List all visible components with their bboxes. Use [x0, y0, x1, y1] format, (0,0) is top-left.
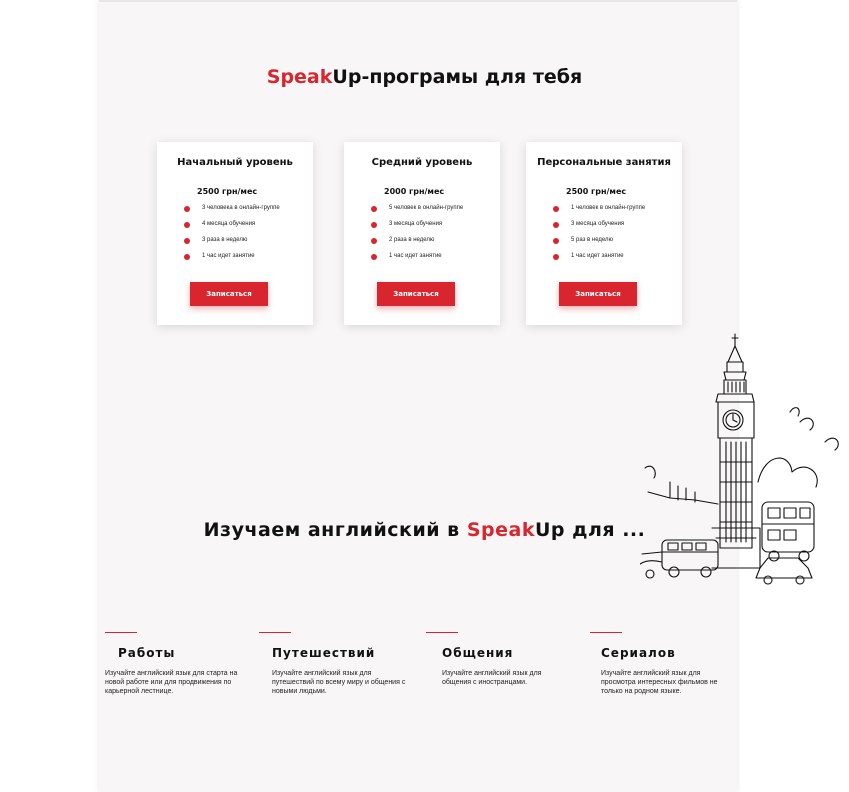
learn-section-title [0, 519, 849, 541]
signup-button-beginner[interactable]: Записаться [190, 282, 268, 306]
signup-button-personal[interactable]: Записаться [559, 282, 637, 306]
feature-item: 1 час идет занятие [371, 252, 463, 268]
pricing-card-beginner [157, 142, 313, 325]
pricing-card-intermediate [344, 142, 500, 325]
bullet-dot-icon [371, 238, 377, 244]
programs-section-title [0, 66, 849, 88]
bullet-dot-icon [184, 238, 190, 244]
card-title: Персональные занятия [537, 157, 671, 168]
feature-title: Работы [118, 646, 176, 660]
feature-text: Изучайте английский язык для старта на новой работе или для продвижения по карьерной лестнице. [105, 670, 238, 695]
feature-item: 1 человек в онлайн-группе [553, 204, 645, 220]
card-price: 2500 грн/мес [566, 187, 627, 196]
programs-title-suffix: -програмы для тебя [361, 66, 583, 88]
bullet-dot-icon [553, 222, 559, 228]
feature-title: Путешествий [272, 646, 376, 660]
big-ben-illustration [640, 332, 845, 587]
learn-title-suffix: для ... [565, 519, 646, 541]
accent-line [105, 632, 137, 633]
card-price: 2000 грн/мес [384, 187, 445, 196]
feature-item: 1 час идет занятие [184, 252, 280, 268]
brand-speak: Speak [266, 66, 333, 88]
bullet-dot-icon [184, 222, 190, 228]
feature-item: 3 раза в неделю [184, 236, 280, 252]
feature-item: 4 месяца обучения [184, 220, 280, 236]
accent-line [259, 632, 291, 633]
card-title: Начальный уровень [177, 157, 293, 168]
card-title: Средний уровень [371, 157, 473, 168]
feature-item: 5 раз в неделю [553, 236, 645, 252]
feature-title: Общения [442, 646, 514, 660]
card-features-list [553, 204, 645, 268]
bullet-dot-icon [553, 254, 559, 260]
learn-title-prefix: Изучаем английский в [203, 519, 467, 541]
pricing-card-personal [526, 142, 682, 325]
feature-item: 2 раза в неделю [371, 236, 463, 252]
feature-item: 3 человека в онлайн-группе [184, 204, 280, 220]
feature-title: Сериалов [601, 646, 676, 660]
card-features-list [371, 204, 463, 268]
feature-item: 5 человек в онлайн-группе [371, 204, 463, 220]
brand-speak: Speak [466, 519, 535, 541]
bullet-dot-icon [184, 254, 190, 260]
feature-text: Изучайте английский язык для путешествий по всему миру и общения с новыми людьми. [272, 670, 406, 695]
bullet-dot-icon [371, 206, 377, 212]
card-features-list [184, 204, 280, 268]
bullet-dot-icon [371, 254, 377, 260]
signup-button-intermediate[interactable]: Записаться [377, 282, 455, 306]
feature-item: 3 месяца обучения [371, 220, 463, 236]
brand-up: Up [332, 66, 362, 88]
card-price: 2500 грн/мес [197, 187, 258, 196]
feature-text: Изучайте английский язык для общения с иностранцами. [442, 670, 542, 686]
brand-up: Up [534, 519, 565, 541]
bullet-dot-icon [371, 222, 377, 228]
accent-line [426, 632, 458, 633]
feature-item: 3 месяца обучения [553, 220, 645, 236]
feature-text: Изучайте английский язык для просмотра интересных фильмов не только на родном языке. [601, 670, 718, 695]
feature-item: 1 час идет занятие [553, 252, 645, 268]
bullet-dot-icon [553, 206, 559, 212]
accent-line [590, 632, 622, 633]
bullet-dot-icon [553, 238, 559, 244]
bullet-dot-icon [184, 206, 190, 212]
